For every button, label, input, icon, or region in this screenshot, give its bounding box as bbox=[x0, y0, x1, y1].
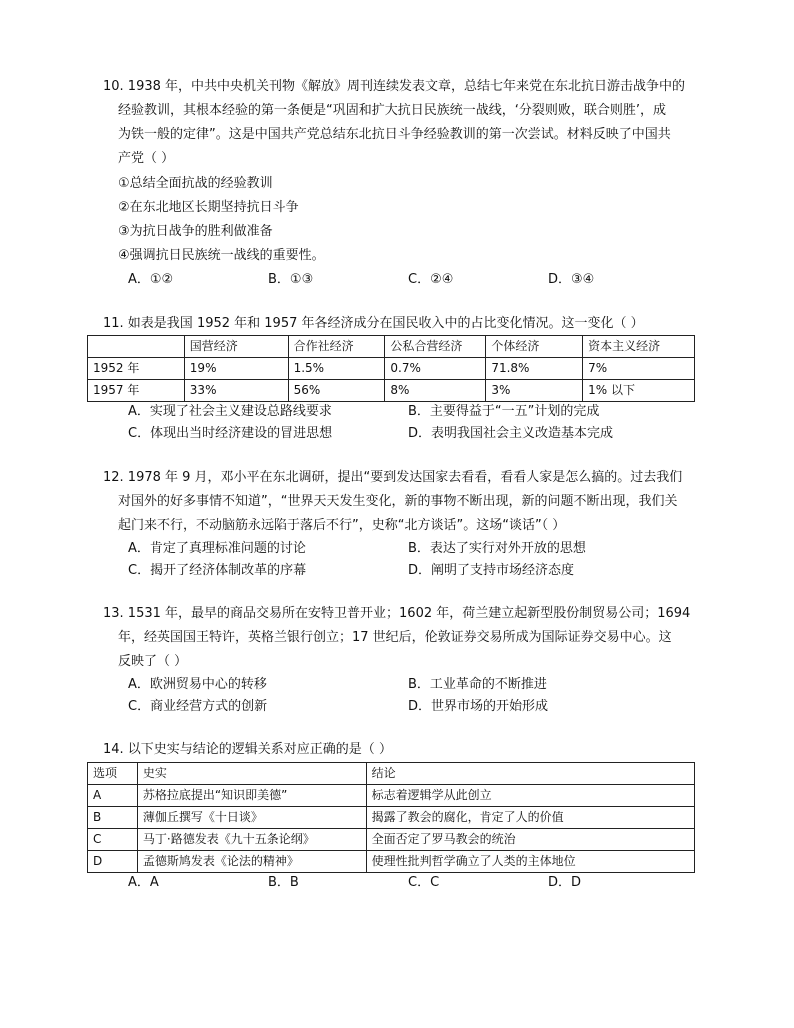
table-row bbox=[88, 358, 695, 380]
q10-statement: ④强调抗日民族统一战线的重要性。 bbox=[118, 248, 325, 263]
table-cell: 资本主义经济 bbox=[583, 336, 695, 358]
table-cell: 全面否定了罗马教会的统治 bbox=[366, 829, 694, 851]
table-cell: 马丁·路德发表《九十五条论纲》 bbox=[137, 829, 366, 851]
q10-option-d[interactable]: D．③④ bbox=[548, 272, 595, 287]
table-cell: 19% bbox=[184, 358, 288, 380]
q12-stem-line: 对国外的好多事情不知道”，“世界天天发生变化，新的事物不断出现，新的问题不断出现，我们关 bbox=[118, 494, 678, 509]
q14-table bbox=[87, 762, 695, 873]
q10-statement: ②在东北地区长期坚持抗日斗争 bbox=[118, 200, 299, 215]
table-cell: 揭露了教会的腐化，肯定了人的价值 bbox=[366, 807, 694, 829]
table-cell: A bbox=[88, 785, 138, 807]
q13-stem-line: 反映了（ ） bbox=[118, 654, 188, 669]
q10-stem-line: 产党（ ） bbox=[118, 151, 175, 166]
q10-stem-line: 为铁一般的定律”。这是中国共产党总结东北抗日斗争经验教训的第一次尝试。材料反映了中国共 bbox=[118, 127, 671, 142]
q11-table bbox=[87, 335, 695, 402]
table-cell: C bbox=[88, 829, 138, 851]
q14-option-b[interactable]: B．B bbox=[268, 875, 299, 890]
q13-stem-line: 年，经英国国王特许，英格兰银行创立；17 世纪后，伦敦证券交易所成为国际证券交易中心。这 bbox=[118, 630, 672, 645]
table-cell: 孟德斯鸠发表《论法的精神》 bbox=[137, 851, 366, 873]
table-cell: 国营经济 bbox=[184, 336, 288, 358]
q12-option-a[interactable]: A．肯定了真理标准问题的讨论 bbox=[128, 541, 306, 556]
table-cell bbox=[88, 336, 185, 358]
q13-stem-line: 13. 1531 年，最早的商品交易所在安特卫普开业；1602 年，荷兰建立起新型股份制贸易公司；1694 bbox=[103, 606, 691, 621]
table-cell: 个体经济 bbox=[486, 336, 583, 358]
q10-stem-line: 10. 1938 年，中共中央机关刊物《解放》周刊连续发表文章，总结七年来党在东北抗日游击战争中的 bbox=[103, 79, 686, 94]
table-cell: 1957 年 bbox=[88, 380, 185, 402]
q13-option-d[interactable]: D．世界市场的开始形成 bbox=[408, 699, 549, 714]
q14-stem: 14. 以下史实与结论的逻辑关系对应正确的是（ ） bbox=[103, 742, 392, 757]
table-cell: 71.8% bbox=[486, 358, 583, 380]
table-cell: 使理性批判哲学确立了人类的主体地位 bbox=[366, 851, 694, 873]
table-cell: 1.5% bbox=[288, 358, 385, 380]
q10-stem-line: 经验教训，其根本经验的第一条便是“巩固和扩大抗日民族统一战线，‘分裂则败，联合则胜’，成 bbox=[118, 103, 667, 118]
q11-option-b[interactable]: B．主要得益于“一五”计划的完成 bbox=[408, 404, 600, 419]
table-cell: 苏格拉底提出“知识即美德” bbox=[137, 785, 366, 807]
table-cell: 合作社经济 bbox=[288, 336, 385, 358]
q10-statement: ③为抗日战争的胜利做准备 bbox=[118, 224, 273, 239]
table-cell: 选项 bbox=[88, 763, 138, 785]
table-header-row bbox=[88, 763, 695, 785]
q13-option-c[interactable]: C．商业经营方式的创新 bbox=[128, 699, 268, 714]
table-cell: 史实 bbox=[137, 763, 366, 785]
table-cell: 56% bbox=[288, 380, 385, 402]
table-cell: 0.7% bbox=[385, 358, 486, 380]
table-cell: 标志着逻辑学从此创立 bbox=[366, 785, 694, 807]
table-cell: D bbox=[88, 851, 138, 873]
table-cell: 3% bbox=[486, 380, 583, 402]
q14-option-d[interactable]: D．D bbox=[548, 875, 582, 890]
q13-option-a[interactable]: A．欧洲贸易中心的转移 bbox=[128, 677, 267, 692]
table-cell: 33% bbox=[184, 380, 288, 402]
table-cell: 公私合营经济 bbox=[385, 336, 486, 358]
table-row bbox=[88, 380, 695, 402]
q10-option-b[interactable]: B．①③ bbox=[268, 272, 314, 287]
q12-option-c[interactable]: C．揭开了经济体制改革的序幕 bbox=[128, 563, 307, 578]
table-row bbox=[88, 829, 695, 851]
q11-option-a[interactable]: A．实现了社会主义建设总路线要求 bbox=[128, 404, 332, 419]
table-header-row bbox=[88, 336, 695, 358]
q10-option-a[interactable]: A．①② bbox=[128, 272, 174, 287]
table-cell: 8% bbox=[385, 380, 486, 402]
table-cell: 1% 以下 bbox=[583, 380, 695, 402]
q10-statement: ①总结全面抗战的经验教训 bbox=[118, 176, 273, 191]
q12-option-b[interactable]: B．表达了实行对外开放的思想 bbox=[408, 541, 586, 556]
q14-option-c[interactable]: C．C bbox=[408, 875, 440, 890]
q12-stem-line: 起门来不行，不动脑筋永远陷于落后不行”，史称“北方谈话”。这场“谈话”（ ） bbox=[118, 518, 566, 533]
q12-stem-line: 12. 1978 年 9 月，邓小平在东北调研，提出“要到发达国家去看看，看看人家是怎么搞的。过去我们 bbox=[103, 470, 683, 485]
q14-option-a[interactable]: A．A bbox=[128, 875, 159, 890]
q11-option-d[interactable]: D．表明我国社会主义改造基本完成 bbox=[408, 426, 614, 441]
table-row bbox=[88, 785, 695, 807]
q13-option-b[interactable]: B．工业革命的不断推进 bbox=[408, 677, 547, 692]
table-cell: B bbox=[88, 807, 138, 829]
table-row bbox=[88, 807, 695, 829]
q11-option-c[interactable]: C．体现出当时经济建设的冒进思想 bbox=[128, 426, 333, 441]
table-cell: 7% bbox=[583, 358, 695, 380]
table-cell: 薄伽丘撰写《十日谈》 bbox=[137, 807, 366, 829]
table-cell: 1952 年 bbox=[88, 358, 185, 380]
table-row bbox=[88, 851, 695, 873]
q12-option-d[interactable]: D．阐明了支持市场经济态度 bbox=[408, 563, 575, 578]
table-cell: 结论 bbox=[366, 763, 694, 785]
q11-stem: 11. 如表是我国 1952 年和 1957 年各经济成分在国民收入中的占比变化情况。这一变化（ ） bbox=[103, 316, 644, 331]
q10-option-c[interactable]: C．②④ bbox=[408, 272, 454, 287]
